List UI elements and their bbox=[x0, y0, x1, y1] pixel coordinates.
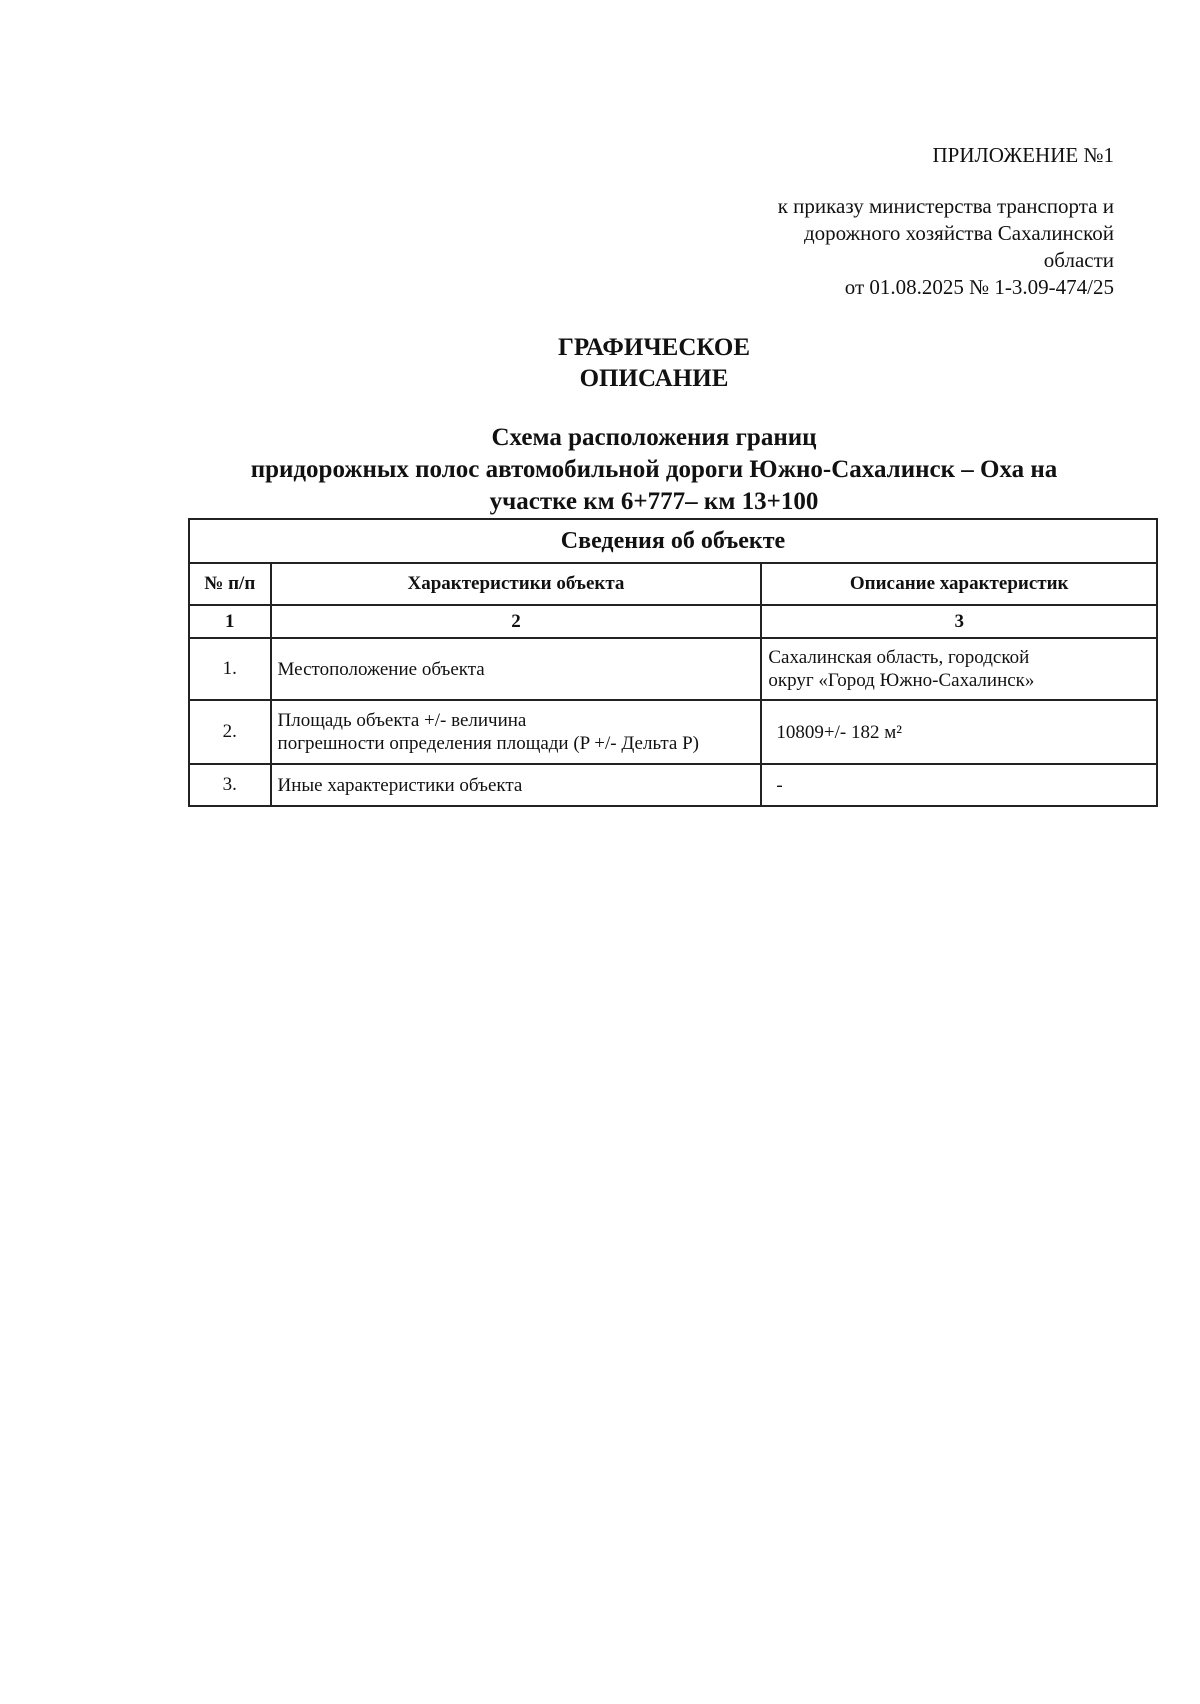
row-characteristic bbox=[271, 700, 762, 764]
appendix-line: дорожного хозяйства Сахалинской bbox=[803, 221, 1114, 245]
scheme-title-line: участке км 6+777– км 13+100 bbox=[489, 488, 819, 515]
table-caption: Сведения об объекте bbox=[189, 519, 1157, 563]
characteristic-line: Местоположение объекта bbox=[277, 658, 485, 680]
row-number: 3. bbox=[189, 764, 271, 806]
row-description bbox=[761, 764, 1157, 806]
appendix-block bbox=[594, 142, 1114, 301]
header-number: № п/п bbox=[189, 563, 271, 605]
characteristic-line: погрешности определения площади (P +/- Дельта P) bbox=[277, 733, 700, 754]
column-number: 1 bbox=[189, 605, 271, 638]
scheme-title-line: Схема расположения границ bbox=[491, 424, 817, 451]
row-characteristic bbox=[271, 638, 762, 700]
column-number: 2 bbox=[271, 605, 762, 638]
description-line: Сахалинская область, городской bbox=[768, 647, 1030, 668]
appendix-order-line: от 01.08.2025 № 1-3.09-474/25 bbox=[844, 275, 1114, 299]
description-line: округ «Город Южно-Сахалинск» bbox=[768, 670, 1035, 691]
header-characteristic: Характеристики объекта bbox=[271, 563, 762, 605]
row-description bbox=[761, 700, 1157, 764]
row-characteristic bbox=[271, 764, 762, 806]
table-row bbox=[189, 700, 1157, 764]
appendix-title: ПРИЛОЖЕНИЕ №1 bbox=[932, 143, 1114, 167]
row-number: 2. bbox=[189, 700, 271, 764]
scheme-title bbox=[0, 422, 1200, 518]
area-value: 10809+/- 182 м² bbox=[776, 721, 902, 743]
appendix-line: области bbox=[1043, 248, 1114, 272]
table-caption-row bbox=[189, 519, 1157, 563]
document-title-line: ГРАФИЧЕСКОЕ bbox=[557, 334, 751, 361]
characteristic-line: Иные характеристики объекта bbox=[277, 774, 523, 796]
row-number: 1. bbox=[189, 638, 271, 700]
table-row bbox=[189, 764, 1157, 806]
row-description bbox=[761, 638, 1157, 700]
column-number: 3 bbox=[761, 605, 1157, 638]
table-row bbox=[189, 638, 1157, 700]
description-line: - bbox=[776, 774, 783, 796]
document-title bbox=[0, 332, 1200, 394]
column-number-row bbox=[189, 605, 1157, 638]
table-header-row bbox=[189, 563, 1157, 605]
scheme-title-line: придорожных полос автомобильной дороги Южно-Сахалинск – Оха на bbox=[250, 456, 1058, 483]
object-info-table bbox=[188, 518, 1158, 807]
header-description: Описание характеристик bbox=[761, 563, 1157, 605]
document-title-line: ОПИСАНИЕ bbox=[579, 365, 729, 392]
appendix-line: к приказу министерства транспорта и bbox=[777, 194, 1114, 218]
characteristic-line: Площадь объекта +/- величина bbox=[277, 710, 527, 731]
